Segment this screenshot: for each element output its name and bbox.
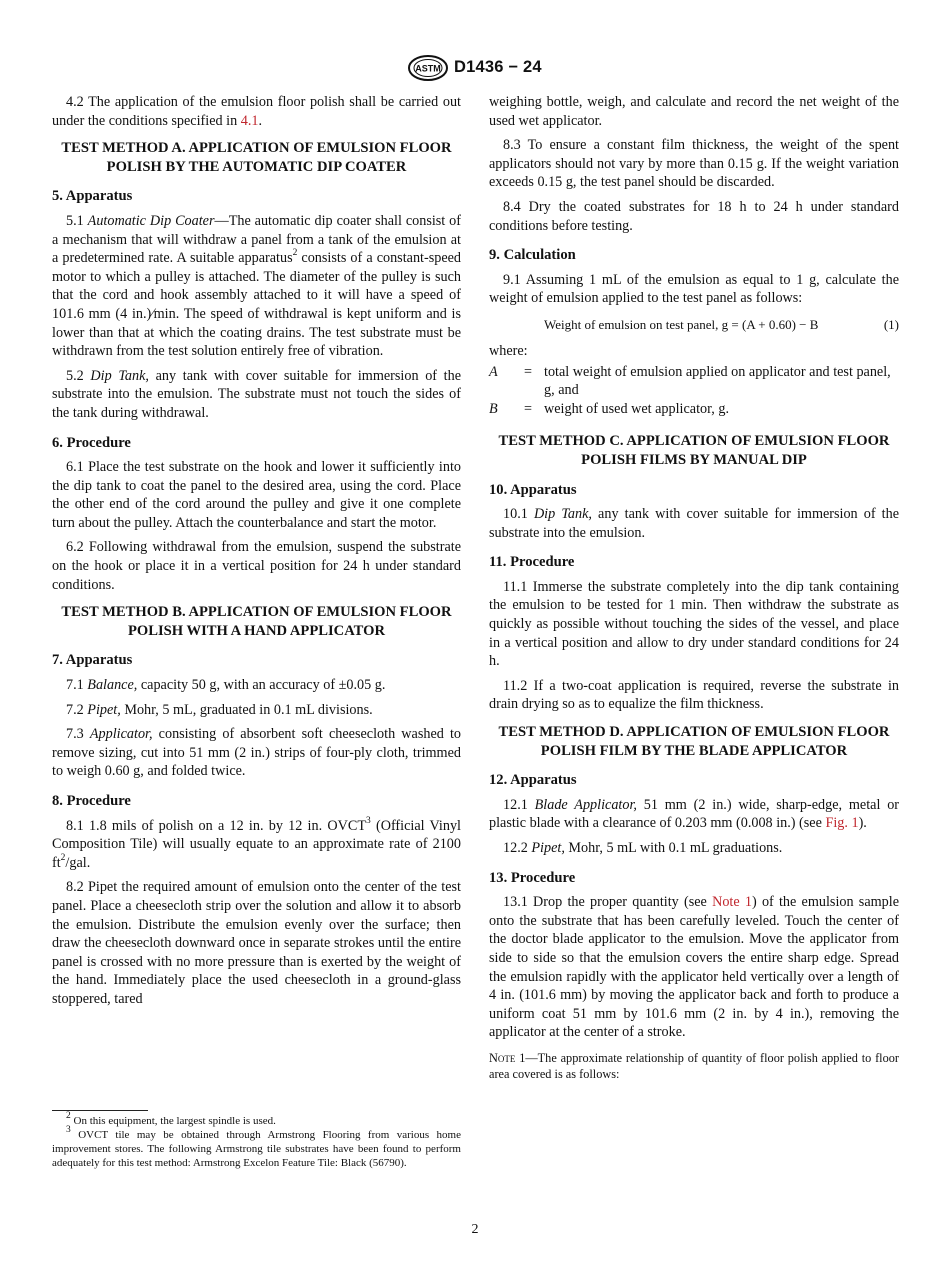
section-12-heading: 12. Apparatus: [489, 772, 577, 789]
test-method-c-heading: TEST METHOD C. APPLICATION OF EMULSION FLOOR POLISH FILMS BY MANUAL DIP: [498, 433, 890, 468]
fig-1-link[interactable]: Fig. 1: [825, 815, 859, 832]
paragraph-11-2: 11.2 If a two-coat application is required, reverse the substrate in drain drying so as to equalize the film thickness.: [489, 677, 899, 713]
paragraph-7-2: 7.2 Pipet, Mohr, 5 mL, graduated in 0.1 mL divisions.: [66, 701, 373, 718]
footnote-3-marker: 3: [366, 815, 371, 826]
section-8-heading: 8. Procedure: [52, 793, 131, 809]
test-method-a-heading: TEST METHOD A. APPLICATION OF EMULSION FLOOR POLISH BY THE AUTOMATIC DIP COATER: [61, 140, 452, 175]
footnote-2: $^2$ On this equipment, the largest spindle is used.: [66, 1111, 276, 1127]
variable-b-definition: weight of used wet applicator, g.: [544, 400, 729, 417]
page-header: [0, 55, 950, 83]
paragraph-5-2: 5.2 Dip Tank, any tank with cover suitable for immersion of the substrate into the emulsion. The substrate must not touch the sides of the tank during withdrawal.: [52, 367, 461, 421]
paragraph-11-1: 11.1 Immerse the substrate completely into the dip tank containing the emulsion to be tested for 1 min. Then withdraw the substrate as quickly as possible without touching the sides of the vessel, and place in a vertical position and allow to dry under standard conditions for 24 h.: [489, 578, 899, 670]
test-method-d-heading: TEST METHOD D. APPLICATION OF EMULSION FLOOR POLISH FILM BY THE BLADE APPLICATOR: [498, 724, 890, 759]
paragraph-8-1: 8.1 1.8 mils of polish on a 12 in. by 12 in. OVCT$^3$ (Official Vinyl Composition Tile) will usually equate to an approximate rate of 2100 $ft^2$/gal.: [52, 815, 461, 871]
variable-b-symbol: B: [489, 400, 498, 417]
paragraph-6-1: 6.1 Place the test substrate on the hook and lower it sufficiently into the dip tank to coat the panel to the desired area, using the cord. Place the other end of the cord around the pulley and give it one complete turn about the pulley. Attach the counterbalance and start the motor.: [52, 459, 461, 531]
right-column: [489, 93, 899, 1088]
paragraph-7-1: 7.1 Balance, capacity 50 g, with an accuracy of ±0.05 g.: [66, 677, 386, 694]
section-10-heading: 10. Apparatus: [489, 481, 577, 498]
paragraph-12-1: 12.1 Blade Applicator, 51 mm (2 in.) wide, sharp-edge, metal or plastic blade with a clearance of 0.203 mm (0.008 in.) (see Fig. 1).: [489, 796, 900, 832]
variable-b-row: B = weight of used wet applicator, g.: [489, 400, 899, 419]
equation-text: Weight of emulsion on test panel, g = (A + 0.60) − B: [544, 316, 819, 332]
document-id: D1436 − 24: [454, 58, 542, 76]
paragraph-12-2: 12.2 Pipet, Mohr, 5 mL with 0.1 mL graduations.: [503, 840, 783, 856]
section-6-heading: 6. Procedure: [52, 434, 131, 451]
footnote-3: $^3$ OVCT tile may be obtained through Armstrong Flooring from various home improvement stores. The following Armstrong tile substrates have been found to perform adequately for this test method: Armstrong Excelon Feature Tile: Black (56790).: [52, 1125, 461, 1169]
svg-text:ASTM: ASTM: [415, 63, 441, 74]
equation-1: [489, 314, 899, 334]
section-13-heading: 13. Procedure: [489, 869, 576, 886]
equation-number: (1): [883, 316, 899, 332]
section-5-heading: 5. Apparatus: [52, 188, 133, 205]
paragraph-10-1: 10.1 Dip Tank, any tank with cover suitable for immersion of the substrate into the emulsion.: [489, 506, 900, 541]
footnote-2-marker: 2: [292, 248, 298, 259]
test-method-b-heading: TEST METHOD B. APPLICATION OF EMULSION FLOOR POLISH WITH A HAND APPLICATOR: [61, 604, 452, 639]
astm-logo-icon: [407, 55, 449, 81]
paragraph-5-1: 5.1 Automatic Dip Coater—The automatic dip coater shall consist of a mechanism that will withdraw a panel from a tank of the emulsion at a predetermined rate. A suitable apparatus$^2$ consists of a constant-speed motor to which a pulley is attached. The diameter of the pulley is such that the cord and hook assembly attached to it will have a speed of 101.6 mm (4 in.)⁄min. The speed of withdrawal is kept uniform and is lower than that at which the coating drains. The test substrate must be withdrawn from the test solution entirely free of vibration.: [52, 212, 462, 360]
paragraph-8-3: 8.3 To ensure a constant film thickness, the weight of the spent applicators should not vary by more than 0.15 g. If the weight variation exceeds 0.15 g, the test panel should be discarded.: [489, 137, 899, 191]
page-number: 2: [471, 1222, 479, 1237]
paragraph-8-2-continued: weighing bottle, weigh, and calculate and record the net weight of the used wet applicator.: [489, 94, 899, 129]
note-1-link[interactable]: Note 1: [712, 894, 752, 911]
variable-a-row: A = total weight of emulsion applied on applicator and test panel, g, and: [489, 363, 899, 400]
footnotes: [52, 1110, 461, 1170]
left-column: [52, 93, 461, 1015]
section-9-heading: 9. Calculation: [489, 247, 576, 264]
paragraph-4-2: 4.2 The application of the emulsion floor polish shall be carried out under the conditions specified in 4.1.: [52, 94, 461, 129]
section-11-heading: 11. Procedure: [489, 554, 575, 571]
paragraph-9-1: 9.1 Assuming 1 mL of the emulsion as equal to 1 g, calculate the weight of emulsion applied to the test panel as follows:: [489, 271, 899, 307]
paragraph-8-2: 8.2 Pipet the required amount of emulsion onto the center of the test panel. Place a cheesecloth strip over the solution and allow it to absorb the emulsion. Distribute the emulsion evenly over the surface; then draw the cheesecloth downward once in separate strokes until the entire panel is crossed with no more pressure than is exerted by the weight of the hand. Immediately place the used cheesecloth in a ground-glass stoppered, tared: [52, 879, 461, 1007]
paragraph-13-1: 13.1 Drop the proper quantity (see Note 1) of the emulsion sample onto the substrate that has been carefully leveled. Touch the center of the doctor blade applicator to the emulsion. Move the applicator from side to side so that the emulsion covers the entire sharp edge. Spread the emulsion rapidly with the applicator held vertically over a length of 4 in. (101.6 mm) by moving the applicator back and forth to produce a uniform coat 51 mm by 101.6 mm (2 in. by 4 in.), removing the applicator at the center of a stroke.: [489, 894, 899, 1041]
section-7-heading: 7. Apparatus: [52, 652, 133, 669]
variable-a-symbol: A: [489, 363, 498, 380]
where-label: where:: [489, 342, 528, 359]
variable-a-definition: total weight of emulsion applied on applicator and test panel, g, and: [544, 363, 891, 399]
paragraph-8-4: 8.4 Dry the coated substrates for 18 h to 24 h under standard conditions before testing.: [489, 198, 899, 234]
paragraph-6-2: 6.2 Following withdrawal from the emulsion, suspend the substrate on the hook or place it in a vertical position for 24 h under standard conditions.: [52, 539, 461, 593]
note-1: Note 1—The approximate relationship of quantity of floor polish applied to floor area covered is as follows:: [489, 1050, 899, 1081]
paragraph-7-3: 7.3 Applicator, consisting of absorbent soft cheesecloth washed to remove sizing, cut into 51 mm (2 in.) strips of four-ply cloth, trimmed to weigh 0.60 g, and folded twice.: [52, 726, 462, 780]
ref-4-1-link[interactable]: 4.1: [240, 112, 259, 129]
